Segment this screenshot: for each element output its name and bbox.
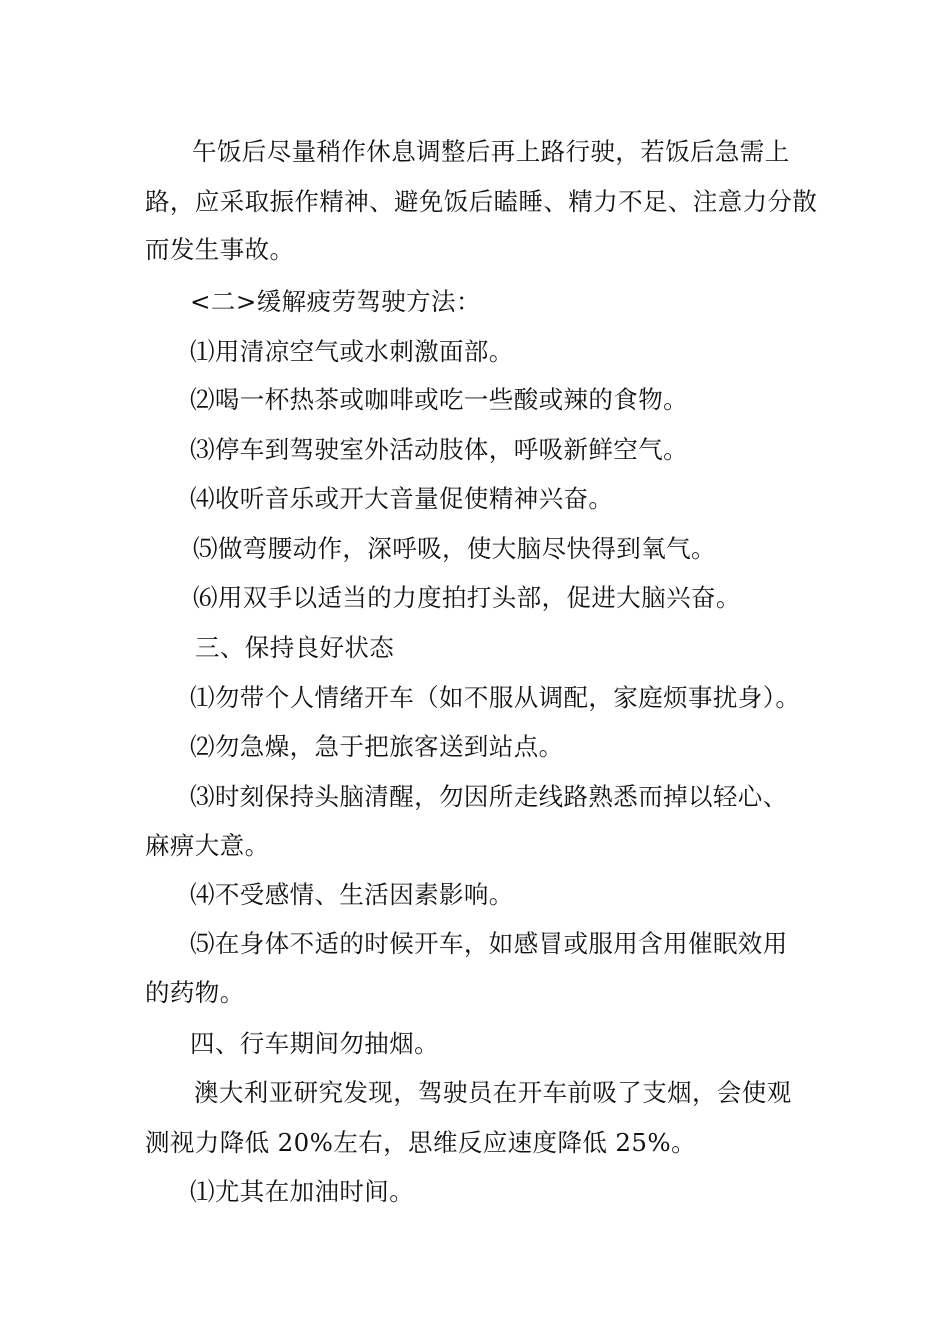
list-item: ⑶停车到驾驶室外活动肢体，呼吸新鲜空气。	[190, 435, 688, 464]
paragraph-line: 澳大利亚研究发现，驾驶员在开车前吸了支烟，会使观	[194, 1078, 792, 1107]
list-item: ⑷不受感情、生活因素影响。	[190, 880, 514, 909]
list-item: ⑷收听音乐或开大音量促使精神兴奋。	[190, 484, 614, 513]
list-item: ⑴尤其在加油时间。	[190, 1177, 415, 1206]
section-heading: 三、保持良好状态	[195, 633, 395, 662]
paragraph-line: 路，应采取振作精神、避免饭后瞌睡、精力不足、注意力分散	[145, 187, 818, 216]
list-item: ⑸做弯腰动作，深呼吸，使大脑尽快得到氧气。	[193, 534, 716, 563]
list-item: ⑹用双手以适当的力度拍打头部，促进大脑兴奋。	[193, 583, 741, 612]
list-item: ⑴用清凉空气或水刺激面部。	[190, 337, 514, 366]
section-heading: 四、行车期间勿抽烟。	[190, 1029, 439, 1058]
paragraph-line: 的药物。	[145, 978, 245, 1007]
list-item: ⑶时刻保持头脑清醒，勿因所走线路熟悉而掉以轻心、	[190, 782, 788, 811]
paragraph-line: 而发生事故。	[145, 235, 295, 264]
paragraph-line: 测视力降低 20%左右，思维反应速度降低 25%。	[145, 1128, 696, 1157]
paragraph-line: 午饭后尽量稍作休息调整后再上路行驶，若饭后急需上	[192, 137, 790, 166]
list-item: ⑸在身体不适的时候开车，如感冒或服用含用催眠效用	[190, 929, 788, 958]
list-item: ⑴勿带个人情绪开车（如不服从调配，家庭烦事扰身）。	[190, 683, 801, 712]
section-heading: <二>缓解疲劳驾驶方法：	[190, 287, 481, 316]
paragraph-line: 麻痹大意。	[145, 831, 270, 860]
list-item: ⑵喝一杯热茶或咖啡或吃一些酸或辣的食物。	[190, 385, 688, 414]
list-item: ⑵勿急燥，急于把旅客送到站点。	[190, 732, 564, 761]
